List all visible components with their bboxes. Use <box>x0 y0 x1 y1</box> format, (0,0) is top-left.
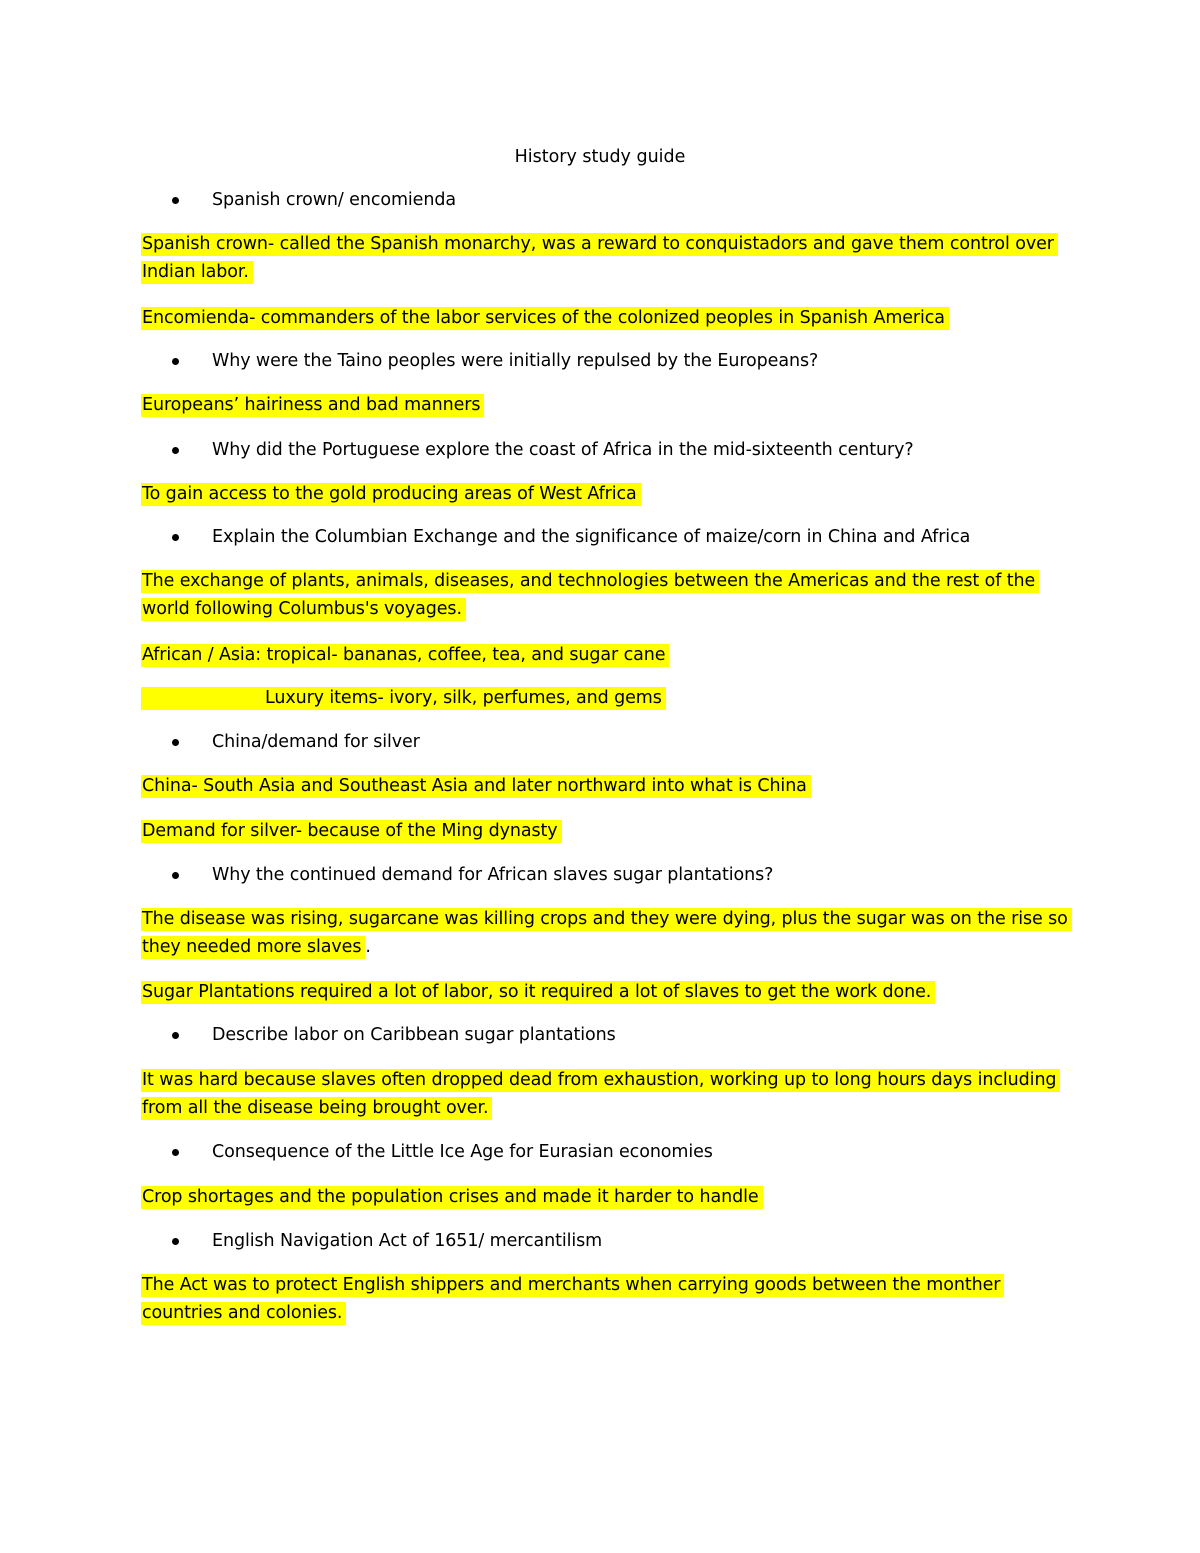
plain-text: . <box>365 937 371 957</box>
question-text: Why did the Portuguese explore the coast of Africa in the mid-sixteenth century? <box>212 440 914 460</box>
highlighted-text: Crop shortages and the population crises and made it harder to handle <box>141 1186 763 1209</box>
question-text: China/demand for silver <box>212 732 420 752</box>
highlighted-text: from all the disease being brought over. <box>141 1097 492 1120</box>
highlighted-text: African / Asia: tropical- bananas, coffee, tea, and sugar cane <box>141 644 669 667</box>
highlighted-text: countries and colonies. <box>141 1302 346 1325</box>
highlighted-text: Demand for silver- because of the Ming dynasty <box>141 820 562 843</box>
bullet-icon <box>172 1238 179 1245</box>
question-text: Consequence of the Little Ice Age for Eurasian economies <box>212 1142 713 1162</box>
highlighted-text: The disease was rising, sugarcane was killing crops and they were dying, plus the sugar was on the rise so <box>141 908 1072 931</box>
highlighted-text: Luxury items- ivory, silk, perfumes, and gems <box>141 687 666 710</box>
answer-line <box>141 1183 1061 1211</box>
answer-line <box>141 391 1061 419</box>
bullet-icon <box>172 1149 179 1156</box>
highlighted-text: It was hard because slaves often dropped dead from exhaustion, working up to long hours days including <box>141 1069 1060 1092</box>
highlighted-text: Sugar Plantations required a lot of labor, so it required a lot of slaves to get the work done. <box>141 981 935 1004</box>
answer-line <box>141 1299 1061 1327</box>
answer-line <box>141 684 1061 712</box>
answer-line <box>141 304 1061 332</box>
answer-line <box>141 1066 1061 1094</box>
highlighted-text: To gain access to the gold producing areas of West Africa <box>141 483 641 506</box>
question-text: Explain the Columbian Exchange and the significance of maize/corn in China and Africa <box>212 527 971 547</box>
answer-line <box>141 817 1061 845</box>
highlighted-text: they needed more slaves <box>141 936 365 959</box>
highlighted-text: Encomienda- commanders of the labor services of the colonized peoples in Spanish America <box>141 307 949 330</box>
highlighted-text: world following Columbus's voyages. <box>141 598 466 621</box>
highlighted-text: The Act was to protect English shippers and merchants when carrying goods between the monther <box>141 1274 1004 1297</box>
answer-line <box>141 480 1061 508</box>
question-text: English Navigation Act of 1651/ mercantilism <box>212 1231 603 1251</box>
answer-line <box>141 933 1061 961</box>
question-text: Why were the Taino peoples were initially repulsed by the Europeans? <box>212 351 819 371</box>
highlighted-text: Indian labor. <box>141 261 253 284</box>
answer-line <box>141 595 1061 623</box>
answer-line <box>141 978 1061 1006</box>
page-title: History study guide <box>514 147 686 167</box>
answer-line <box>141 1271 1061 1299</box>
answer-line <box>141 905 1068 933</box>
highlighted-text: The exchange of plants, animals, diseases, and technologies between the Americas and the rest of the <box>141 570 1039 593</box>
bullet-icon <box>172 197 179 204</box>
highlighted-text: Europeans’ hairiness and bad manners <box>141 394 484 417</box>
answer-line <box>141 258 1061 286</box>
bullet-icon <box>172 534 179 541</box>
question-text: Describe labor on Caribbean sugar plantations <box>212 1025 616 1045</box>
bullet-icon <box>172 1032 179 1039</box>
answer-line <box>141 641 1061 669</box>
bullet-icon <box>172 358 179 365</box>
answer-line <box>141 1094 1061 1122</box>
answer-line <box>141 230 1061 258</box>
question-text: Why the continued demand for African slaves sugar plantations? <box>212 865 774 885</box>
bullet-icon <box>172 739 179 746</box>
answer-line <box>141 772 1061 800</box>
bullet-icon <box>172 447 179 454</box>
bullet-icon <box>172 872 179 879</box>
answer-line <box>141 567 1061 595</box>
question-text: Spanish crown/ encomienda <box>212 190 456 210</box>
highlighted-text: Spanish crown- called the Spanish monarchy, was a reward to conquistadors and gave them control over <box>141 233 1058 256</box>
highlighted-text: China- South Asia and Southeast Asia and later northward into what is China <box>141 775 811 798</box>
